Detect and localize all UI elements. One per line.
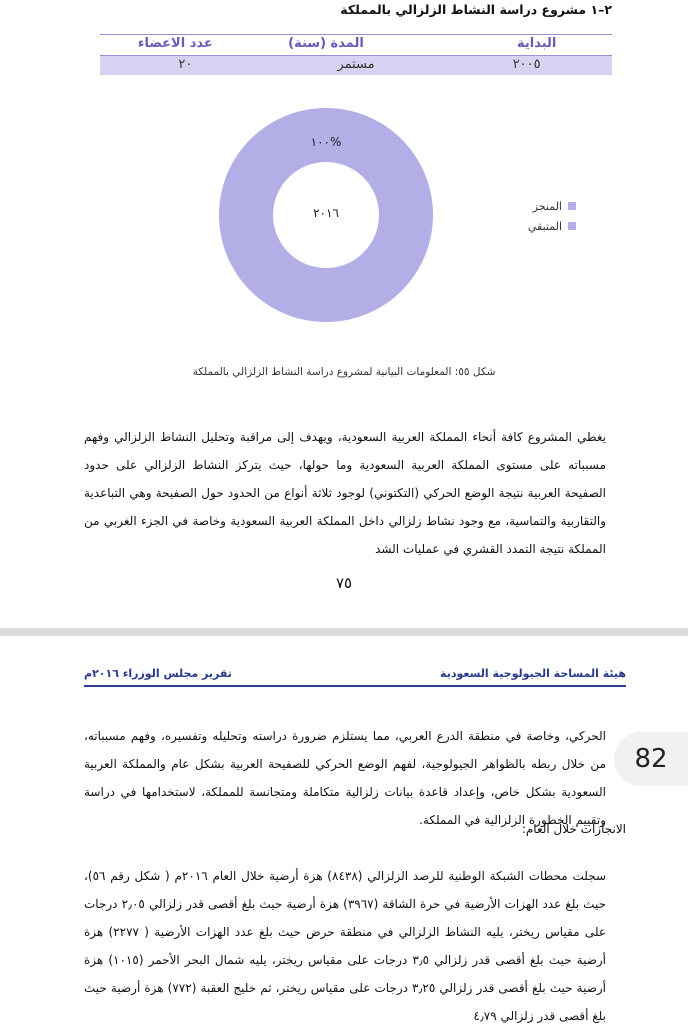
table-row	[100, 56, 612, 75]
header-report-title: تقرير مجلس الوزراء ٢٠١٦م	[84, 667, 232, 680]
table-cell-members: ٢٠	[178, 57, 193, 72]
table-cell-duration: مستمر	[337, 57, 375, 72]
chart-legend	[528, 196, 576, 236]
running-header	[84, 667, 626, 687]
legend-item-completed	[528, 196, 576, 216]
legend-swatch-remaining	[568, 222, 576, 230]
body-paragraph: يغطي المشروع كافة أنحاء المملكة العربية السعودية، ويهدف إلى مراقبة وتحليل النشاط الزلزالي وفهم مسبباته على مستوى المملكة العربية السعودية وما حولها، حيث يتركز النشاط الزلزالي على حدود الصفيحة العربية نتيجة الوضع الحركي (التكتوني) لوجود ثلاثة أنواع من الحدود حول الصفيحة وهي التباعدية والتقاربية والتماسية، مع وجود نشاط زلزالي داخل المملكة العربية السعودية وخاصة في الجزء الغربي من المملكة نتيجة التمدد القشري في عمليات الشد	[84, 430, 606, 556]
legend-swatch-completed	[568, 202, 576, 210]
achievements-subheading: الانجازات خلال العام:	[521, 822, 626, 836]
table-header-row	[100, 34, 612, 55]
legend-label-remaining: المتبقي	[527, 219, 562, 233]
table-header-start: البداية	[516, 36, 557, 51]
header-organization: هيئة المساحة الجيولوجية السعودية	[440, 667, 626, 680]
table-header-members: عدد الاعضاء	[137, 36, 213, 51]
donut-slice-label: ١٠٠%	[310, 135, 342, 149]
table-header-duration: المدة (سنة)	[288, 36, 364, 51]
figure-caption: شكل ٥٥: المعلومات البيانية لمشروع دراسة النشاط الزلزالي بالمملكة	[192, 366, 496, 378]
section-heading: ٢–١ مشروع دراسة النشاط الزلزالي بالمملكة	[340, 2, 612, 17]
achievements-paragraph: سجلت محطات الشبكة الوطنية للرصد الزلزالي (٨٤٣٨) هزة أرضية خلال العام ٢٠١٦م ( شكل رقم ٥٦)، حيث بلغ عدد الهزات الأرضية في حرة الشاقة (٣٩٦٧) هزة أرضية حيث بلغ أقصى قدر زلزالي ٢٫٠٥ درجات على مقياس ريختر، يليه النشاط الزلزالي في منطقة حرض حيث بلغ عدد الهزات الأرضية ( ٢٢٧٧) هزة أرضية حيث بلغ أقصى قدر زلزالي ٣٫٥ درجات على مقياس ريختر، يليه شمال البحر الأحمر (١٠١٥) هزة أرضية حيث بلغ أقصى قدر زلزالي ٣٫٢٥ درجات على مقياس ريختر، ثم خليج العقبة (٧٧٢) هزة أرضية حيث بلغ أقصى قدر زلزالي ٤٫٧٩	[84, 869, 607, 1023]
project-summary-table	[100, 34, 612, 75]
table-cell-start: ٢٠٠٥	[512, 57, 541, 72]
body-paragraph-continued: الحركي، وخاصة في منطقة الدرع العربي، مما يستلزم ضرورة دراسته وتحليله وتفسيره، وفهم مسبباته، من خلال ربطه بالظواهر الجيولوجية، لفهم الوضع الحركي للصفيحة العربية بشكل عام والمملكة العربية السعودية بشكل خاص، وإعداد قاعدة بيانات زلزالية متكاملة ومتجانسة للمملكة، لاستخدامها في دراسة وتقييم الخطورة الزلزالية في المملكة.	[84, 729, 606, 827]
page-badge[interactable]: 82	[614, 732, 688, 786]
donut-center-label: ٢٠١٦	[313, 206, 339, 220]
legend-item-remaining	[528, 216, 576, 236]
donut-chart	[0, 100, 688, 340]
page-number: ٧٥	[335, 574, 353, 592]
legend-label-completed: المنجز	[532, 199, 562, 213]
page-divider	[0, 628, 688, 636]
